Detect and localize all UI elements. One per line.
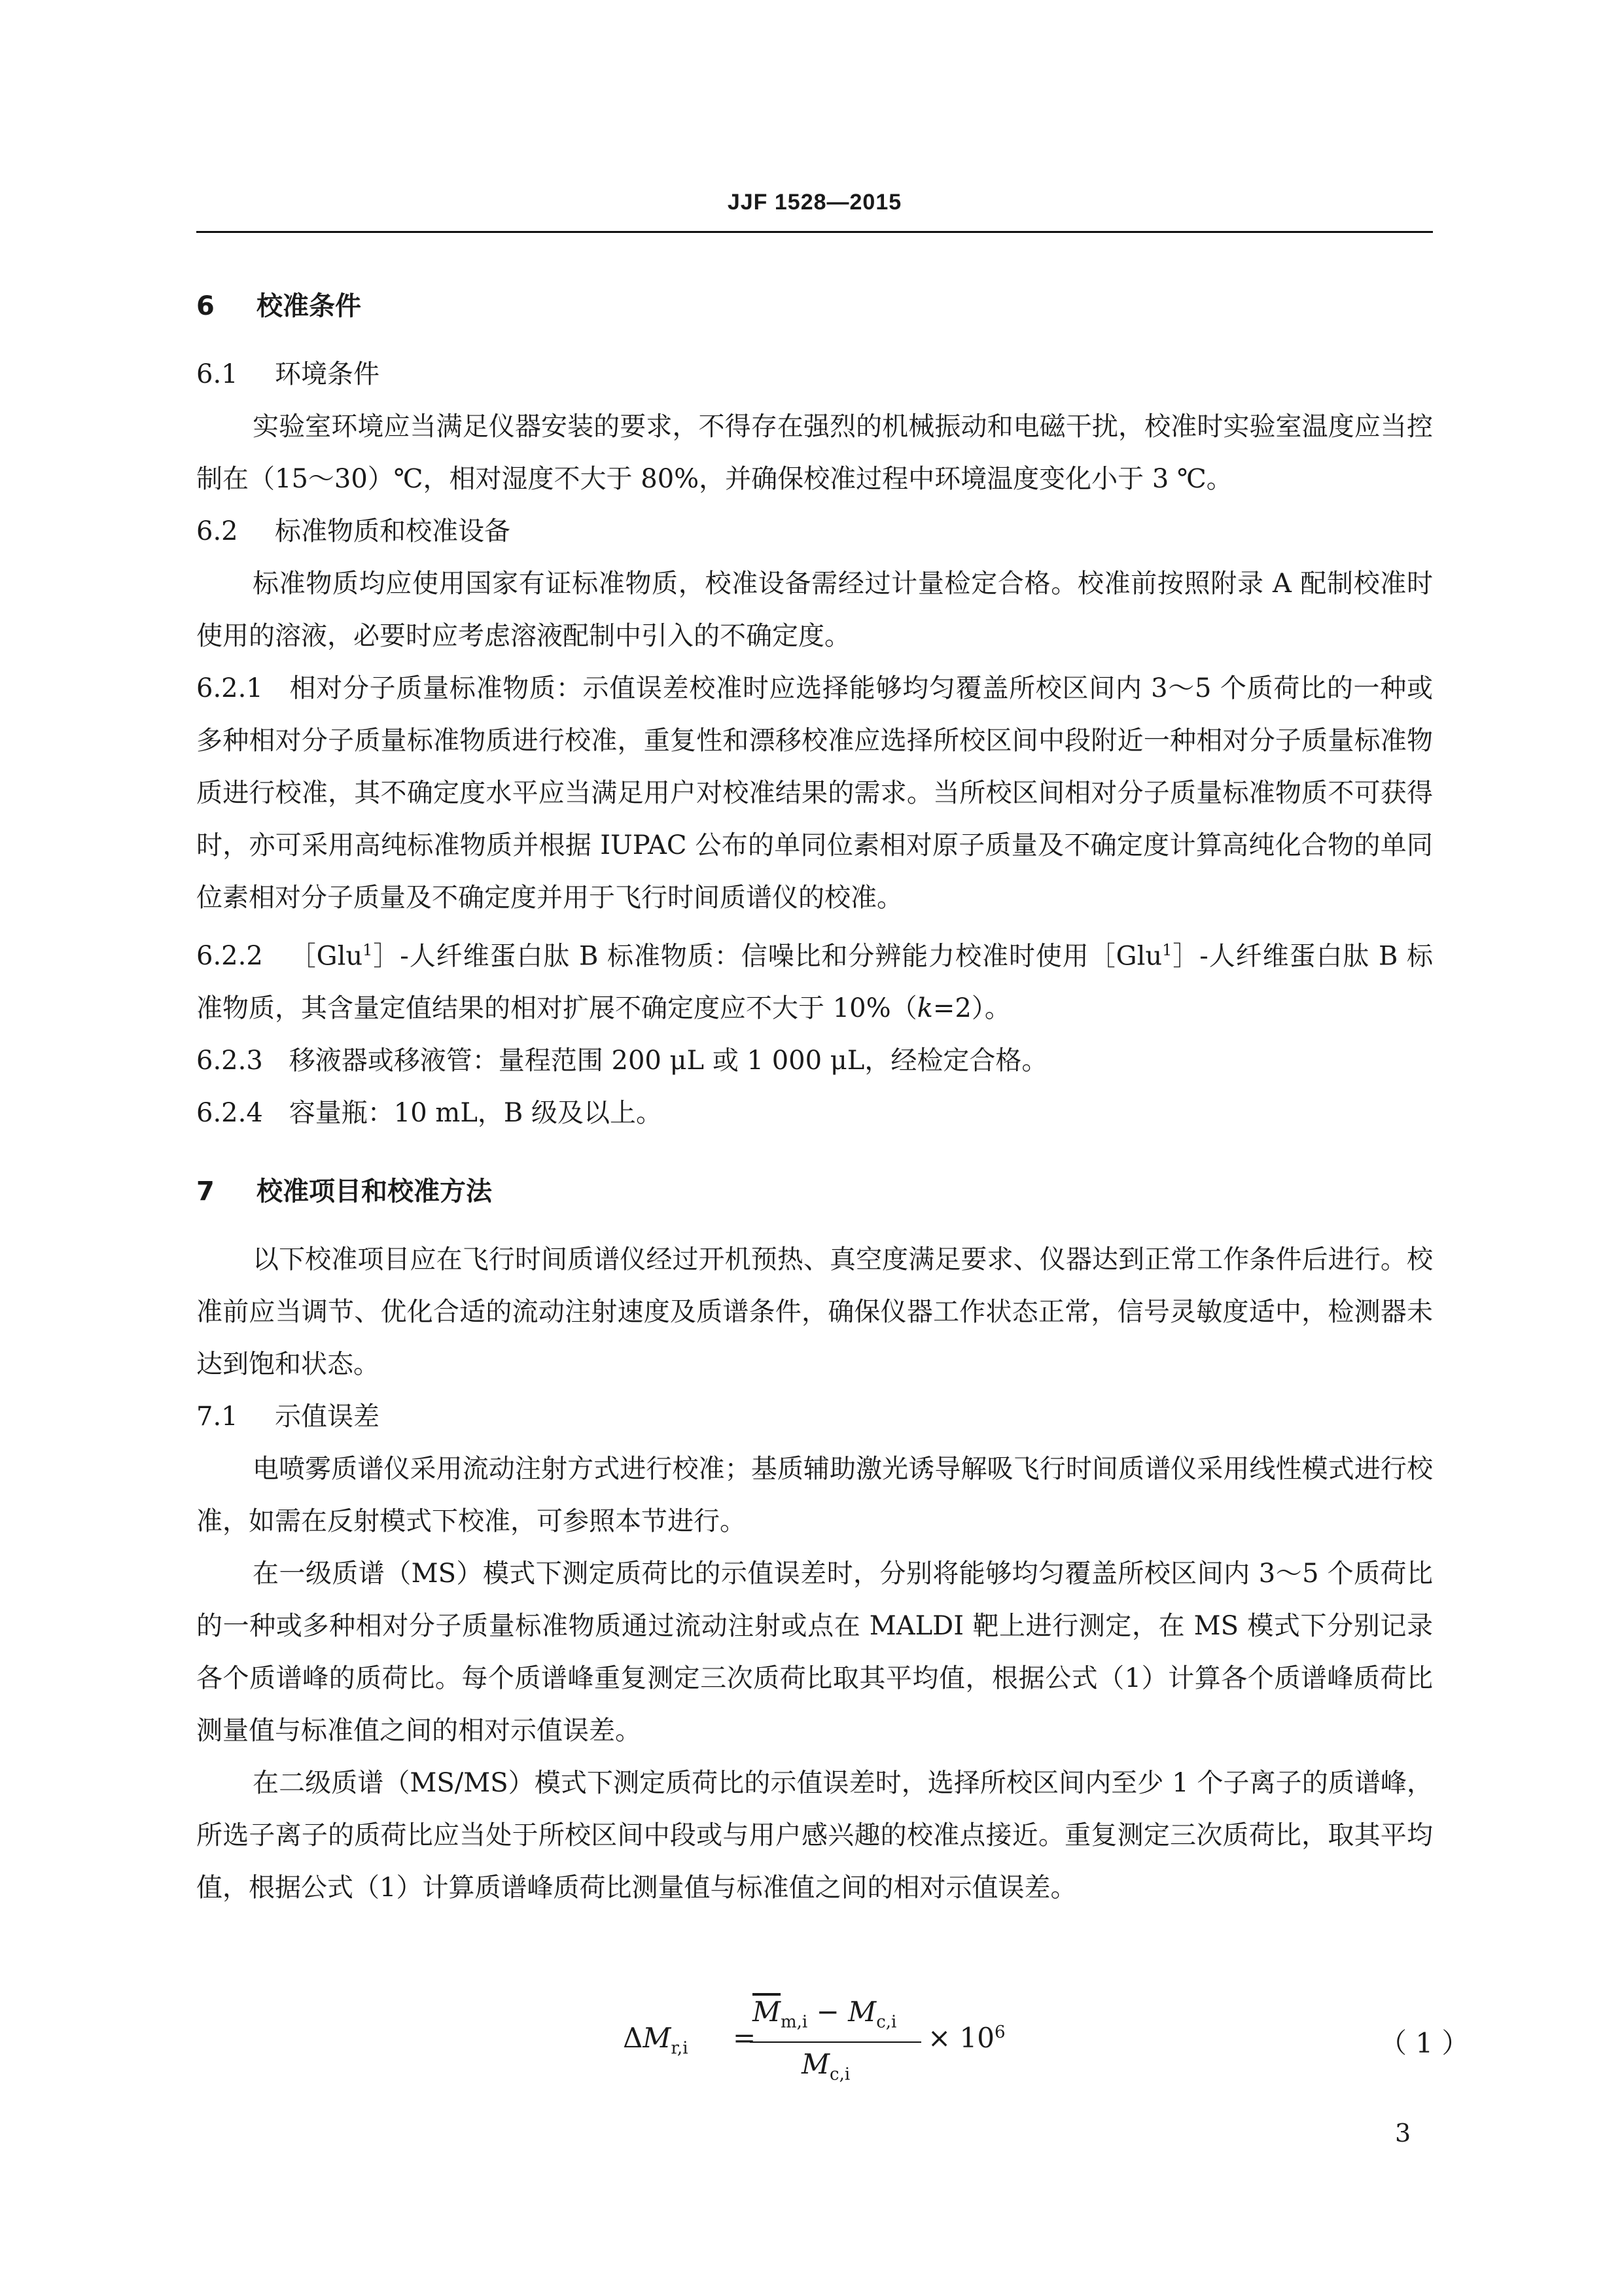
subsection-number: 6.1 (196, 359, 238, 389)
item-6-2-2 (196, 924, 1433, 1034)
paragraph-7-1-b: 在一级质谱（MS）模式下测定质荷比的示值误差时，分别将能够均匀覆盖所校区间内 3～5 个质荷比的一种或多种相对分子质量标准物质通过流动注射或点在 MALDI 靶上进行测定，在 MS 模式下分别记录各个质谱峰的质荷比。每个质谱峰重复测定三次质荷比取其平均值，根据公式（1）计算各个质谱峰质荷比测量值与标准值之间的相对示值误差。 (196, 1559, 1433, 1746)
item-number: 6.2.1 (196, 673, 263, 703)
subsection-title: 标准物质和校准设备 (275, 516, 510, 546)
times-ten: × 10 (928, 2022, 995, 2054)
equals-sign: = (733, 2022, 756, 2054)
item-number: 6.2.4 (196, 1098, 263, 1129)
paragraph-6-1: 实验室环境应当满足仪器安装的要求，不得存在强烈的机械振动和电磁干扰，校准时实验室温度应当控制在（15～30）℃，相对湿度不大于 80%，并确保校准过程中环境温度变化小于 3 ℃。 (196, 412, 1433, 494)
superscript: 1 (1162, 941, 1172, 959)
item-text-part: =2）。 (932, 993, 1011, 1024)
subscript: c,i (830, 2064, 851, 2085)
exponent: 6 (995, 2022, 1006, 2042)
variable-M-bar: $\overline{M}$ (752, 1996, 781, 2028)
paragraph-7-1-c: 在二级质谱（MS/MS）模式下测定质荷比的示值误差时，选择所校区间内至少 1 个子离子的质谱峰，所选子离子的质荷比应当处于所校区间中段或与用户感兴趣的校准点接近。重复测定三次质荷比，取其平均值，根据公式（1）计算质谱峰质荷比测量值与标准值之间的相对示值误差。 (196, 1768, 1433, 1903)
item-text-part: ［Glu (289, 941, 363, 972)
formula-denominator (802, 2048, 850, 2084)
section-6-heading (196, 280, 1433, 332)
subsection-title: 示值误差 (275, 1402, 379, 1432)
paragraph-7-1-a: 电喷雾质谱仪采用流动注射方式进行校准；基质辅助激光诱导解吸飞行时间质谱仪采用线性模式进行校准，如需在反射模式下校准，可参照本节进行。 (196, 1454, 1433, 1537)
minus-sign: − (816, 1996, 839, 2028)
fraction-line (750, 2041, 921, 2043)
document-code-header: JJF 1528—2015 (727, 190, 902, 215)
subscript: r,i (671, 2038, 688, 2058)
header-rule (196, 231, 1433, 233)
section-number: 7 (196, 1176, 215, 1207)
subscript: m,i (781, 2012, 808, 2032)
paragraph-7-intro: 以下校准项目应在飞行时间质谱仪经过开机预热、真空度满足要求、仪器达到正常工作条件后进行。校准前应当调节、优化合适的流动注射速度及质谱条件，确保仪器工作状态正常，信号灵敏度适中，检测器未达到饱和状态。 (196, 1245, 1433, 1380)
item-text-part: ］-人纤维蛋白肽 B 标准物质，其含量定值结果的相对扩展不确定度应不大于 10%（ (196, 941, 1433, 1024)
subsection-number: 6.2 (196, 516, 238, 546)
section-title: 校准项目和校准方法 (256, 1176, 492, 1207)
formula-lhs (623, 2022, 688, 2058)
formula-multiplier (928, 2022, 1006, 2054)
item-number: 6.2.3 (196, 1046, 263, 1076)
section-number: 6 (196, 291, 215, 321)
variable-k: k (917, 993, 933, 1024)
equation-number: （ 1 ） (1379, 2027, 1470, 2059)
section-7-heading (196, 1165, 1433, 1218)
item-6-2-1 (196, 662, 1433, 924)
delta-symbol: Δ (623, 2022, 643, 2054)
item-text-part: ］-人纤维蛋白肽 B 标准物质：信噪比和分辨能力校准时使用［Glu (372, 941, 1163, 972)
variable-M: M (643, 2022, 671, 2054)
superscript: 1 (362, 941, 373, 959)
formula-numerator (752, 1996, 896, 2032)
paragraph-6-2: 标准物质均应使用国家有证标准物质，校准设备需经过计量检定合格。校准前按照附录 A 配制校准时使用的溶液，必要时应考虑溶液配制中引入的不确定度。 (196, 569, 1433, 651)
page-body (196, 280, 1433, 1914)
variable-M: M (802, 2048, 830, 2080)
formula-1 (0, 1996, 1622, 2086)
item-6-2-4 (196, 1087, 1433, 1139)
subsection-7-1-heading (196, 1390, 1433, 1443)
subsection-6-1-heading (196, 348, 1433, 400)
variable-M: M (848, 1996, 877, 2028)
item-6-2-3 (196, 1034, 1433, 1087)
section-title: 校准条件 (256, 291, 361, 321)
subsection-number: 7.1 (196, 1402, 238, 1432)
subsection-title: 环境条件 (275, 359, 379, 389)
item-text: 容量瓶：10 mL，B 级及以上。 (289, 1098, 662, 1129)
subscript: c,i (876, 2012, 897, 2032)
item-number: 6.2.2 (196, 941, 263, 972)
item-text: 移液器或移液管：量程范围 200 μL 或 1 000 μL，经检定合格。 (289, 1046, 1048, 1076)
page-number: 3 (1395, 2119, 1411, 2147)
subsection-6-2-heading (196, 505, 1433, 557)
item-text: 相对分子质量标准物质：示值误差校准时应选择能够均匀覆盖所校区间内 3～5 个质荷比的一种或多种相对分子质量标准物质进行校准，重复性和漂移校准应选择所校区间中段附近一种相对分子质量标准物质进行校准，其不确定度水平应当满足用户对校准结果的需求。当所校区间相对分子质量标准物质不可获得时，亦可采用高纯标准物质并根据 IUPAC 公布的单同位素相对原子质量及不确定度计算高纯化合物的单同位素相对分子质量及不确定度并用于飞行时间质谱仪的校准。 (196, 673, 1433, 913)
